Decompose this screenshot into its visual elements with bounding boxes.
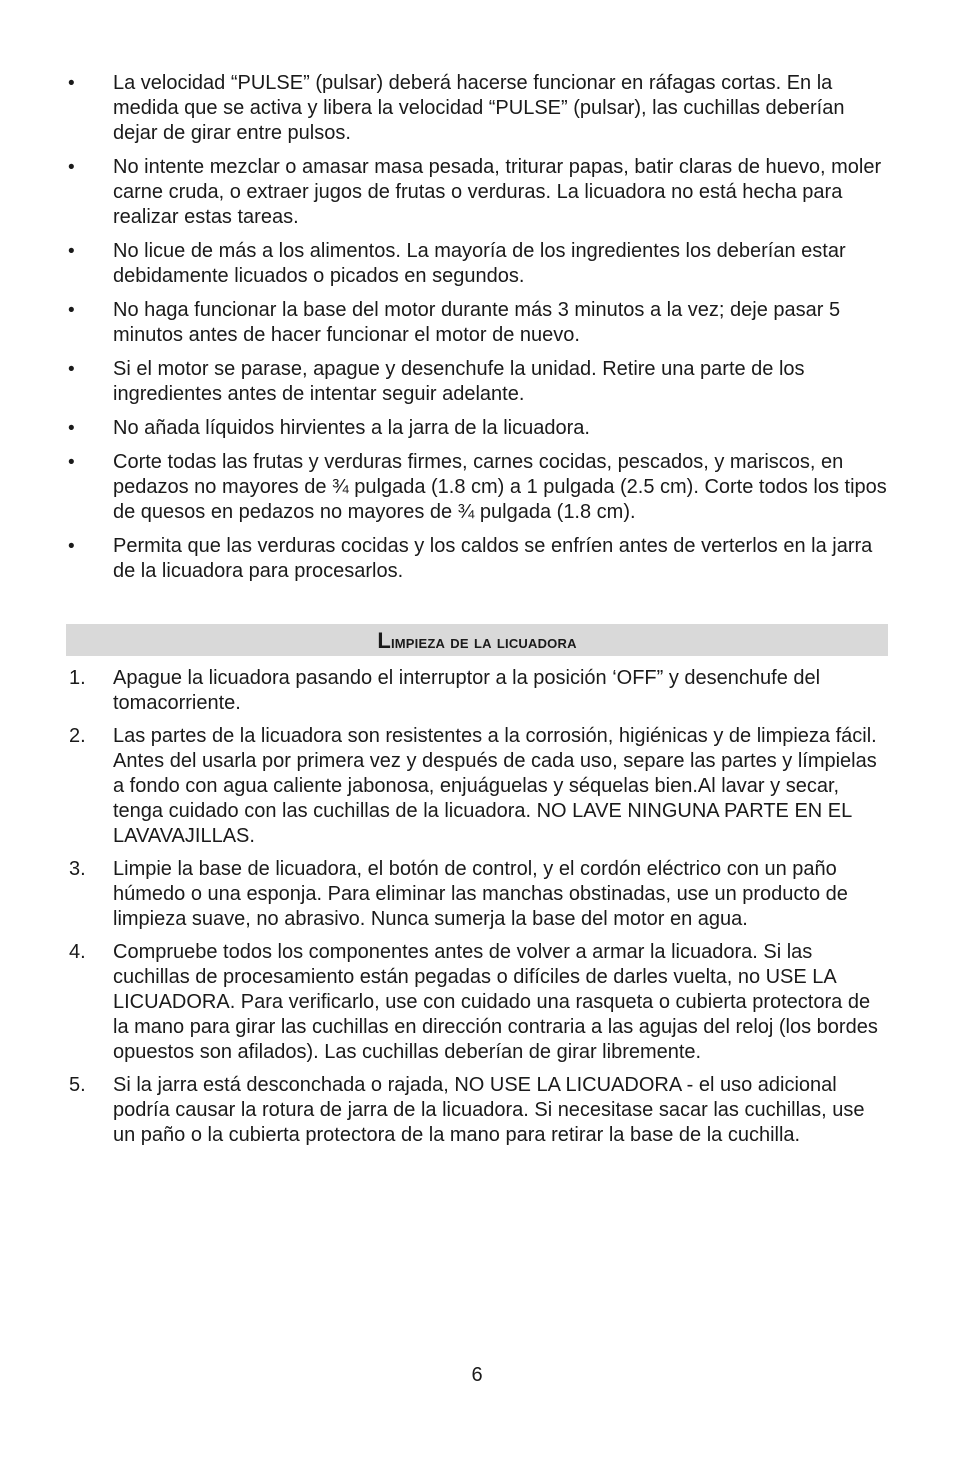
step-item [66,1073,888,1148]
bullet-item [66,450,888,525]
bullet-text: No intente mezclar o amasar masa pesada, triturar papas, batir claras de huevo, moler carne cruda, o extraer jugos de frutas o verduras. La licuadora no está hecha para realizar estas tareas. [113,156,882,228]
bullet-text: No licue de más a los alimentos. La mayoría de los ingredientes los deberían estar debidamente licuados o picados en segundos. [113,240,846,287]
bullet-marker: • [68,73,75,94]
step-item [66,666,888,716]
step-number: 1. [69,667,86,689]
step-text: Apague la licuadora pasando el interruptor a la posición ‘OFF” y desenchufe del tomacorriente. [113,667,821,714]
bullet-marker: • [68,418,75,439]
bullet-marker: • [68,300,75,321]
step-item [66,857,888,932]
section-heading-bar [66,624,888,656]
bullet-text: No añada líquidos hirvientes a la jarra de la licuadora. [113,417,590,439]
bullet-text: No haga funcionar la base del motor durante más 3 minutos a la vez; deje pasar 5 minutos antes de hacer funcionar el motor de nuevo. [113,299,841,346]
step-number: 3. [69,858,86,880]
bullet-marker: • [68,157,75,178]
step-text: Si la jarra está desconchada o rajada, NO USE LA LICUADORA - el uso adicional podría causar la rotura de jarra de la licuadora. Si necesitase sacar las cuchillas, use un paño o la cubierta protectora de la mano para retirar la base de la cuchilla. [113,1074,865,1146]
step-text: Compruebe todos los componentes antes de volver a armar la licuadora. Si las cuchillas de procesamiento están pegadas o difíciles de darles vuelta, no USE LA LICUADORA. Para verificarlo, use con cuidado una rasqueta o cubierta protectora de la mano para girar las cuchillas en dirección contraria a las agujas del reloj (los bordes opuestos son afilados). Las cuchillas deberían de girar libremente. [113,941,878,1063]
bullet-marker: • [68,359,75,380]
bullet-text: Permita que las verduras cocidas y los caldos se enfríen antes de verterlos en la jarra de la licuadora para procesarlos. [113,535,873,582]
section-title-initial: L [377,628,391,653]
step-number: 5. [69,1074,86,1096]
cleaning-steps-list [66,666,888,1156]
bullet-item [66,357,888,407]
bullet-text: Corte todas las frutas y verduras firmes, carnes cocidas, pescados, y mariscos, en pedazos no mayores de ¾ pulgada (1.8 cm) a 1 pulgada (2.5 cm). Corte todos los tipos de quesos en pedazos no mayores de ¾ pulgada (1.8 cm). [113,451,887,523]
bullet-text: Si el motor se parase, apague y desenchufe la unidad. Retire una parte de los ingredientes antes de intentar seguir adelante. [113,358,805,405]
bullet-text: La velocidad “PULSE” (pulsar) deberá hacerse funcionar en ráfagas cortas. En la medida que se activa y libera la velocidad “PULSE” (pulsar), las cuchillas deberían dejar de girar entre pulsos. [113,72,845,144]
bullet-item [66,416,888,441]
step-text: Limpie la base de licuadora, el botón de control, y el cordón eléctrico con un paño húmedo o una esponja. Para eliminar las manchas obstinadas, use un producto de limpieza suave, no abrasivo. Nunca sumerja la base del motor en agua. [113,858,848,930]
step-text: Las partes de la licuadora son resistentes a la corrosión, higiénicas y de limpieza fácil. Antes del usarla por primera vez y después de cada uso, separe las partes y límpielas a fondo con agua caliente jabonosa, enjuáguelas y séquelas bien.Al lavar y secar, tenga cuidado con las cuchillas de la licuadora. NO LAVE NINGUNA PARTE EN EL LAVAVAJILLAS. [113,725,877,847]
page-number: 6 [471,1364,483,1386]
step-item [66,940,888,1065]
bullet-marker: • [68,536,75,557]
bullet-item [66,155,888,230]
bullet-item [66,239,888,289]
precautions-list [66,71,888,593]
bullet-marker: • [68,241,75,262]
step-number: 2. [69,725,86,747]
bullet-item [66,298,888,348]
bullet-item [66,534,888,584]
bullet-item [66,71,888,146]
section-title [377,628,577,653]
section-title-rest: impieza de la licuadora [390,632,577,652]
step-number: 4. [69,941,86,963]
bullet-marker: • [68,452,75,473]
step-item [66,724,888,849]
